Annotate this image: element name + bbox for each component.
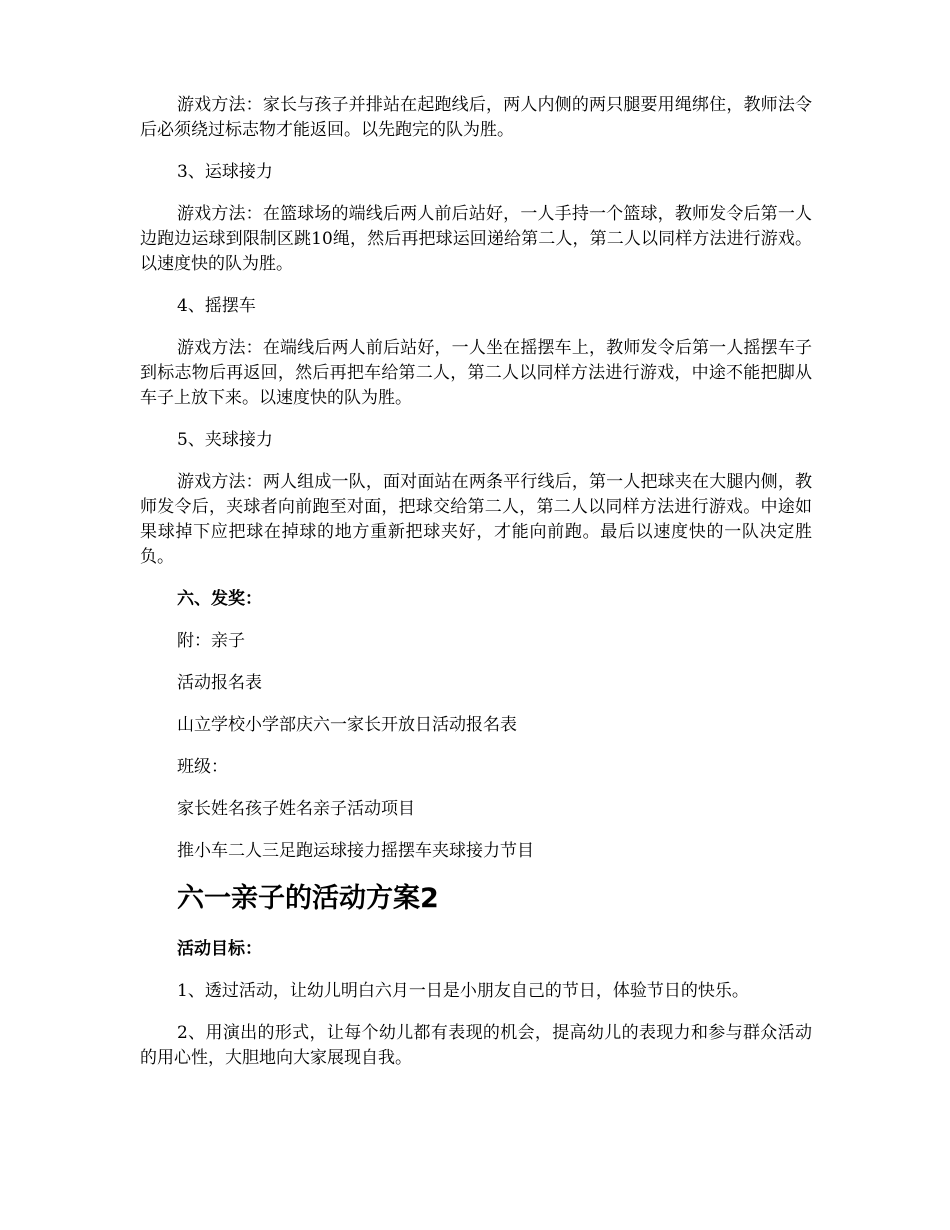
- registration-form-label: 活动报名表: [177, 673, 262, 693]
- goal-item-2: 2、用演出的形式，让每个幼儿都有表现的机会，提高幼儿的表现力和参与群众活动的用心性，大胆地向大家展现自我。: [140, 1023, 812, 1068]
- goal-item-1: 1、透过活动，让幼儿明白六月一日是小朋友自己的节日，体验节日的快乐。: [177, 981, 749, 1001]
- form-items-line: 推小车二人三足跑运球接力摇摆车夹球接力节目: [177, 841, 534, 861]
- paragraph-ball-clamp-method: 游戏方法：两人组成一队，面对面站在两条平行线后，第一人把球夹在大腿内侧，教师发令后，夹球者向前跑至对面，把球交给第二人，第二人以同样方法进行游戏。中途如果球掉下应把球在掉球的地方重新把球夹好，才能向前跑。最后以速度快的一队决定胜负。: [140, 472, 812, 567]
- document-page: [140, 93, 812, 1088]
- paragraph-dribble-relay-method: 游戏方法：在篮球场的端线后两人前后站好，一人手持一个篮球，教师发令后第一人边跑边运球到限制区跳10绳，然后再把球运回递给第二人，第二人以同样方法进行游戏。以速度快的队为胜。: [140, 204, 812, 274]
- class-label: 班级：: [177, 757, 228, 777]
- item-heading-dribble-relay: 3、运球接力: [177, 162, 273, 182]
- section-heading-awards: 六、发奖：: [177, 589, 262, 609]
- registration-form-title: 山立学校小学部庆六一家长开放日活动报名表: [177, 715, 517, 735]
- item-heading-ball-clamp-relay: 5、夹球接力: [177, 430, 273, 450]
- document-heading-plan-2: 六一亲子的活动方案2: [177, 883, 439, 914]
- paragraph-three-legged-method: 游戏方法：家长与孩子并排站在起跑线后，两人内侧的两只腿要用绳绑住，教师法令后必须绕过标志物才能返回。以先跑完的队为胜。: [140, 95, 812, 140]
- item-heading-rocking-car: 4、摇摆车: [177, 296, 256, 316]
- appendix-label: 附：亲子: [177, 631, 245, 651]
- form-columns-line: 家长姓名孩子姓名亲子活动项目: [177, 799, 415, 819]
- section-heading-goals: 活动目标：: [177, 939, 262, 959]
- paragraph-rocking-car-method: 游戏方法：在端线后两人前后站好，一人坐在摇摆车上，教师发令后第一人摇摆车子到标志物后再返回，然后再把车给第二人，第二人以同样方法进行游戏，中途不能把脚从车子上放下来。以速度快的队为胜。: [140, 338, 812, 408]
